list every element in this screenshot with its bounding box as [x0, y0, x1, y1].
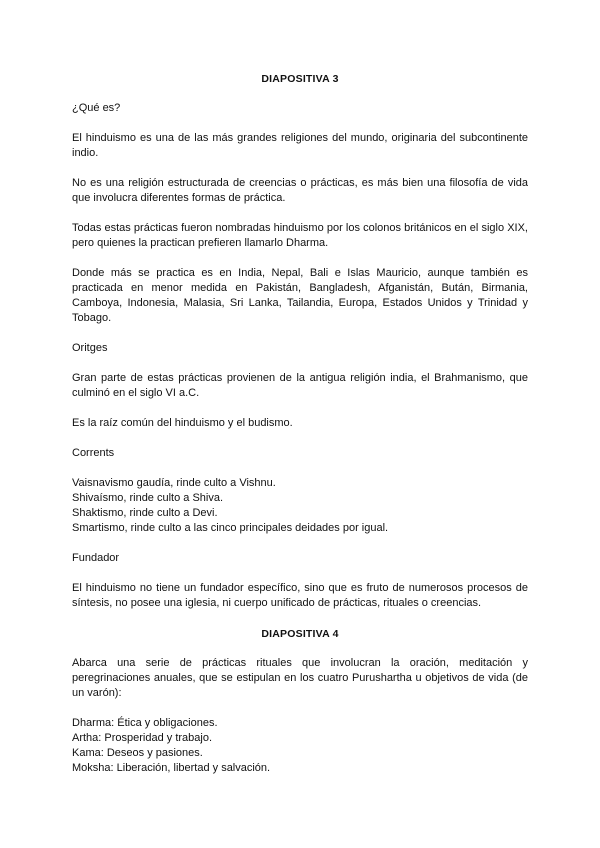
- paragraph-rituals: Abarca una serie de prácticas rituales que involucran la oración, meditación y peregrinaciones anuales, que se estipulan en los cuatro Purushartha u objetivos de vida (de un varón):: [72, 657, 528, 699]
- document-page: [72, 72, 528, 791]
- list-item: Moksha: Liberación, libertad y salvación.: [72, 762, 271, 774]
- paragraph-founder: El hinduismo no tiene un fundador específico, sino que es fruto de numerosos procesos de síntesis, no posee una iglesia, ni cuerpo unificado de prácticas, rituales o creencias.: [72, 582, 528, 609]
- list-item: Shivaísmo, rinde culto a Shiva.: [72, 492, 224, 504]
- paragraph-geography: Donde más se practica es en India, Nepal, Bali e Islas Mauricio, aunque también es practicada en menor medida en Pakistán, Bangladesh, Afganistán, Bután, Birmania, Camboya, Indonesia, Malasia, Sri Lanka, Tailandia, Europa, Estados Unidos y Trinidad y Tobago.: [72, 267, 528, 324]
- heading-origenes: Oritges: [72, 342, 108, 354]
- list-item: Shaktismo, rinde culto a Devi.: [72, 507, 218, 519]
- paragraph-common-root: Es la raíz común del hinduismo y el budismo.: [72, 417, 293, 429]
- heading-corrientes: Corrents: [72, 447, 115, 459]
- paragraph-brahmanism: Gran parte de estas prácticas provienen de la antigua religión india, el Brahmanismo, que culminó en el siglo VI a.C.: [72, 372, 528, 399]
- currents-list: [72, 476, 528, 536]
- paragraph-naming: Todas estas prácticas fueron nombradas hinduismo por los colonos británicos en el siglo XIX, pero quienes la practican prefieren llamarlo Dharma.: [72, 222, 528, 249]
- purusharthas-list: [72, 716, 528, 776]
- list-item: Artha: Prosperidad y trabajo.: [72, 732, 213, 744]
- slide-4-title: DIAPOSITIVA 4: [261, 628, 339, 640]
- list-item: Vaisnavismo gaudía, rinde culto a Vishnu.: [72, 477, 276, 489]
- heading-que-es: ¿Qué es?: [72, 102, 121, 114]
- list-item: Dharma: Ética y obligaciones.: [72, 717, 218, 729]
- list-item: Smartismo, rinde culto a las cinco principales deidades por igual.: [72, 522, 389, 534]
- paragraph-philosophy: No es una religión estructurada de creencias o prácticas, es más bien una filosofía de vida que involucra diferentes formas de práctica.: [72, 177, 528, 204]
- list-item: Kama: Deseos y pasiones.: [72, 747, 203, 759]
- paragraph-origin: El hinduismo es una de las más grandes religiones del mundo, originaria del subcontinente indio.: [72, 132, 528, 159]
- slide-3-title: DIAPOSITIVA 3: [261, 73, 339, 85]
- heading-fundador: Fundador: [72, 552, 120, 564]
